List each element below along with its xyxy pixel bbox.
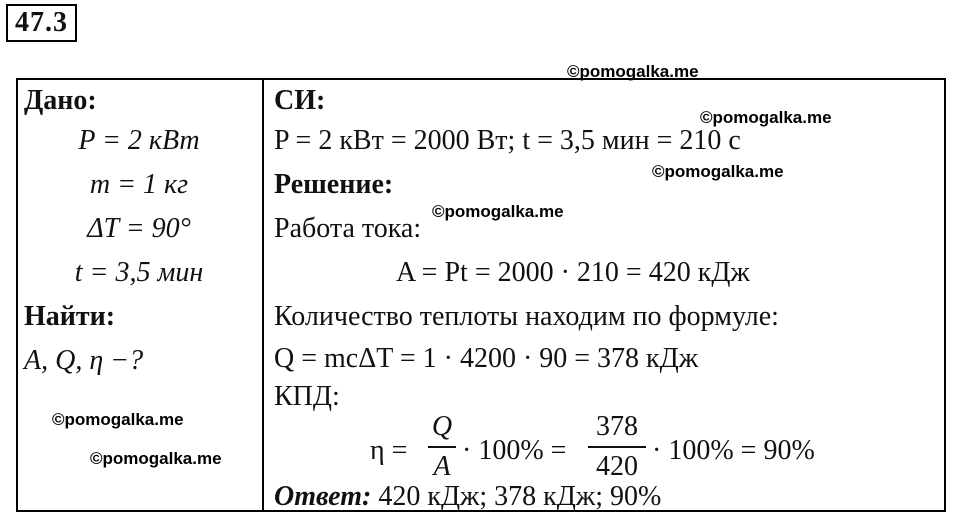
problem-number: 47.3 — [6, 4, 77, 42]
watermark: ©pomogalka.me — [567, 62, 699, 81]
fraction-378-over-420 — [588, 410, 646, 484]
efficiency-label: КПД: — [274, 381, 340, 412]
watermark: ©pomogalka.me — [432, 202, 564, 221]
fraction-numerator: 378 — [596, 411, 638, 442]
work-label: Работа тока: — [274, 213, 422, 244]
fraction-bar — [428, 446, 456, 448]
fraction-numerator: Q — [431, 411, 453, 442]
find-heading: Найти: — [24, 301, 116, 332]
heat-label: Количество теплоты находим по формуле: — [274, 301, 779, 332]
given-power: P = 2 кВт — [78, 125, 200, 156]
column-divider — [262, 78, 264, 512]
fraction-denominator: A — [433, 451, 451, 482]
fraction-bar — [588, 446, 646, 448]
answer-text: 420 кДж; 378 кДж; 90% — [378, 481, 662, 512]
efficiency-mid: · 100% = — [462, 435, 567, 466]
watermark: ©pomogalka.me — [700, 108, 832, 127]
given-temp-change: ΔT = 90° — [87, 213, 191, 244]
si-heading: СИ: — [274, 85, 326, 116]
fraction-denominator: 420 — [596, 451, 638, 482]
answer-line — [274, 480, 661, 514]
watermark: ©pomogalka.me — [652, 162, 784, 181]
given-heading: Дано: — [24, 85, 97, 116]
work-formula: A = Pt = 2000 · 210 = 420 кДж — [396, 257, 750, 288]
solution-heading: Решение: — [274, 169, 394, 200]
watermark: ©pomogalka.me — [52, 410, 184, 429]
heat-formula: Q = mcΔT = 1 · 4200 · 90 = 378 кДж — [274, 343, 699, 374]
efficiency-rhs: · 100% = 90% — [652, 435, 815, 466]
watermark: ©pomogalka.me — [90, 449, 222, 468]
si-conversion: P = 2 кВт = 2000 Вт; t = 3,5 мин = 210 с — [274, 125, 741, 156]
given-mass: m = 1 кг — [89, 169, 189, 200]
efficiency-lhs: η = — [370, 435, 408, 466]
fraction-q-over-a — [428, 410, 456, 484]
given-time: t = 3,5 мин — [74, 257, 204, 288]
find-unknowns: A, Q, η −? — [24, 345, 144, 376]
answer-label: Ответ: — [274, 481, 372, 512]
